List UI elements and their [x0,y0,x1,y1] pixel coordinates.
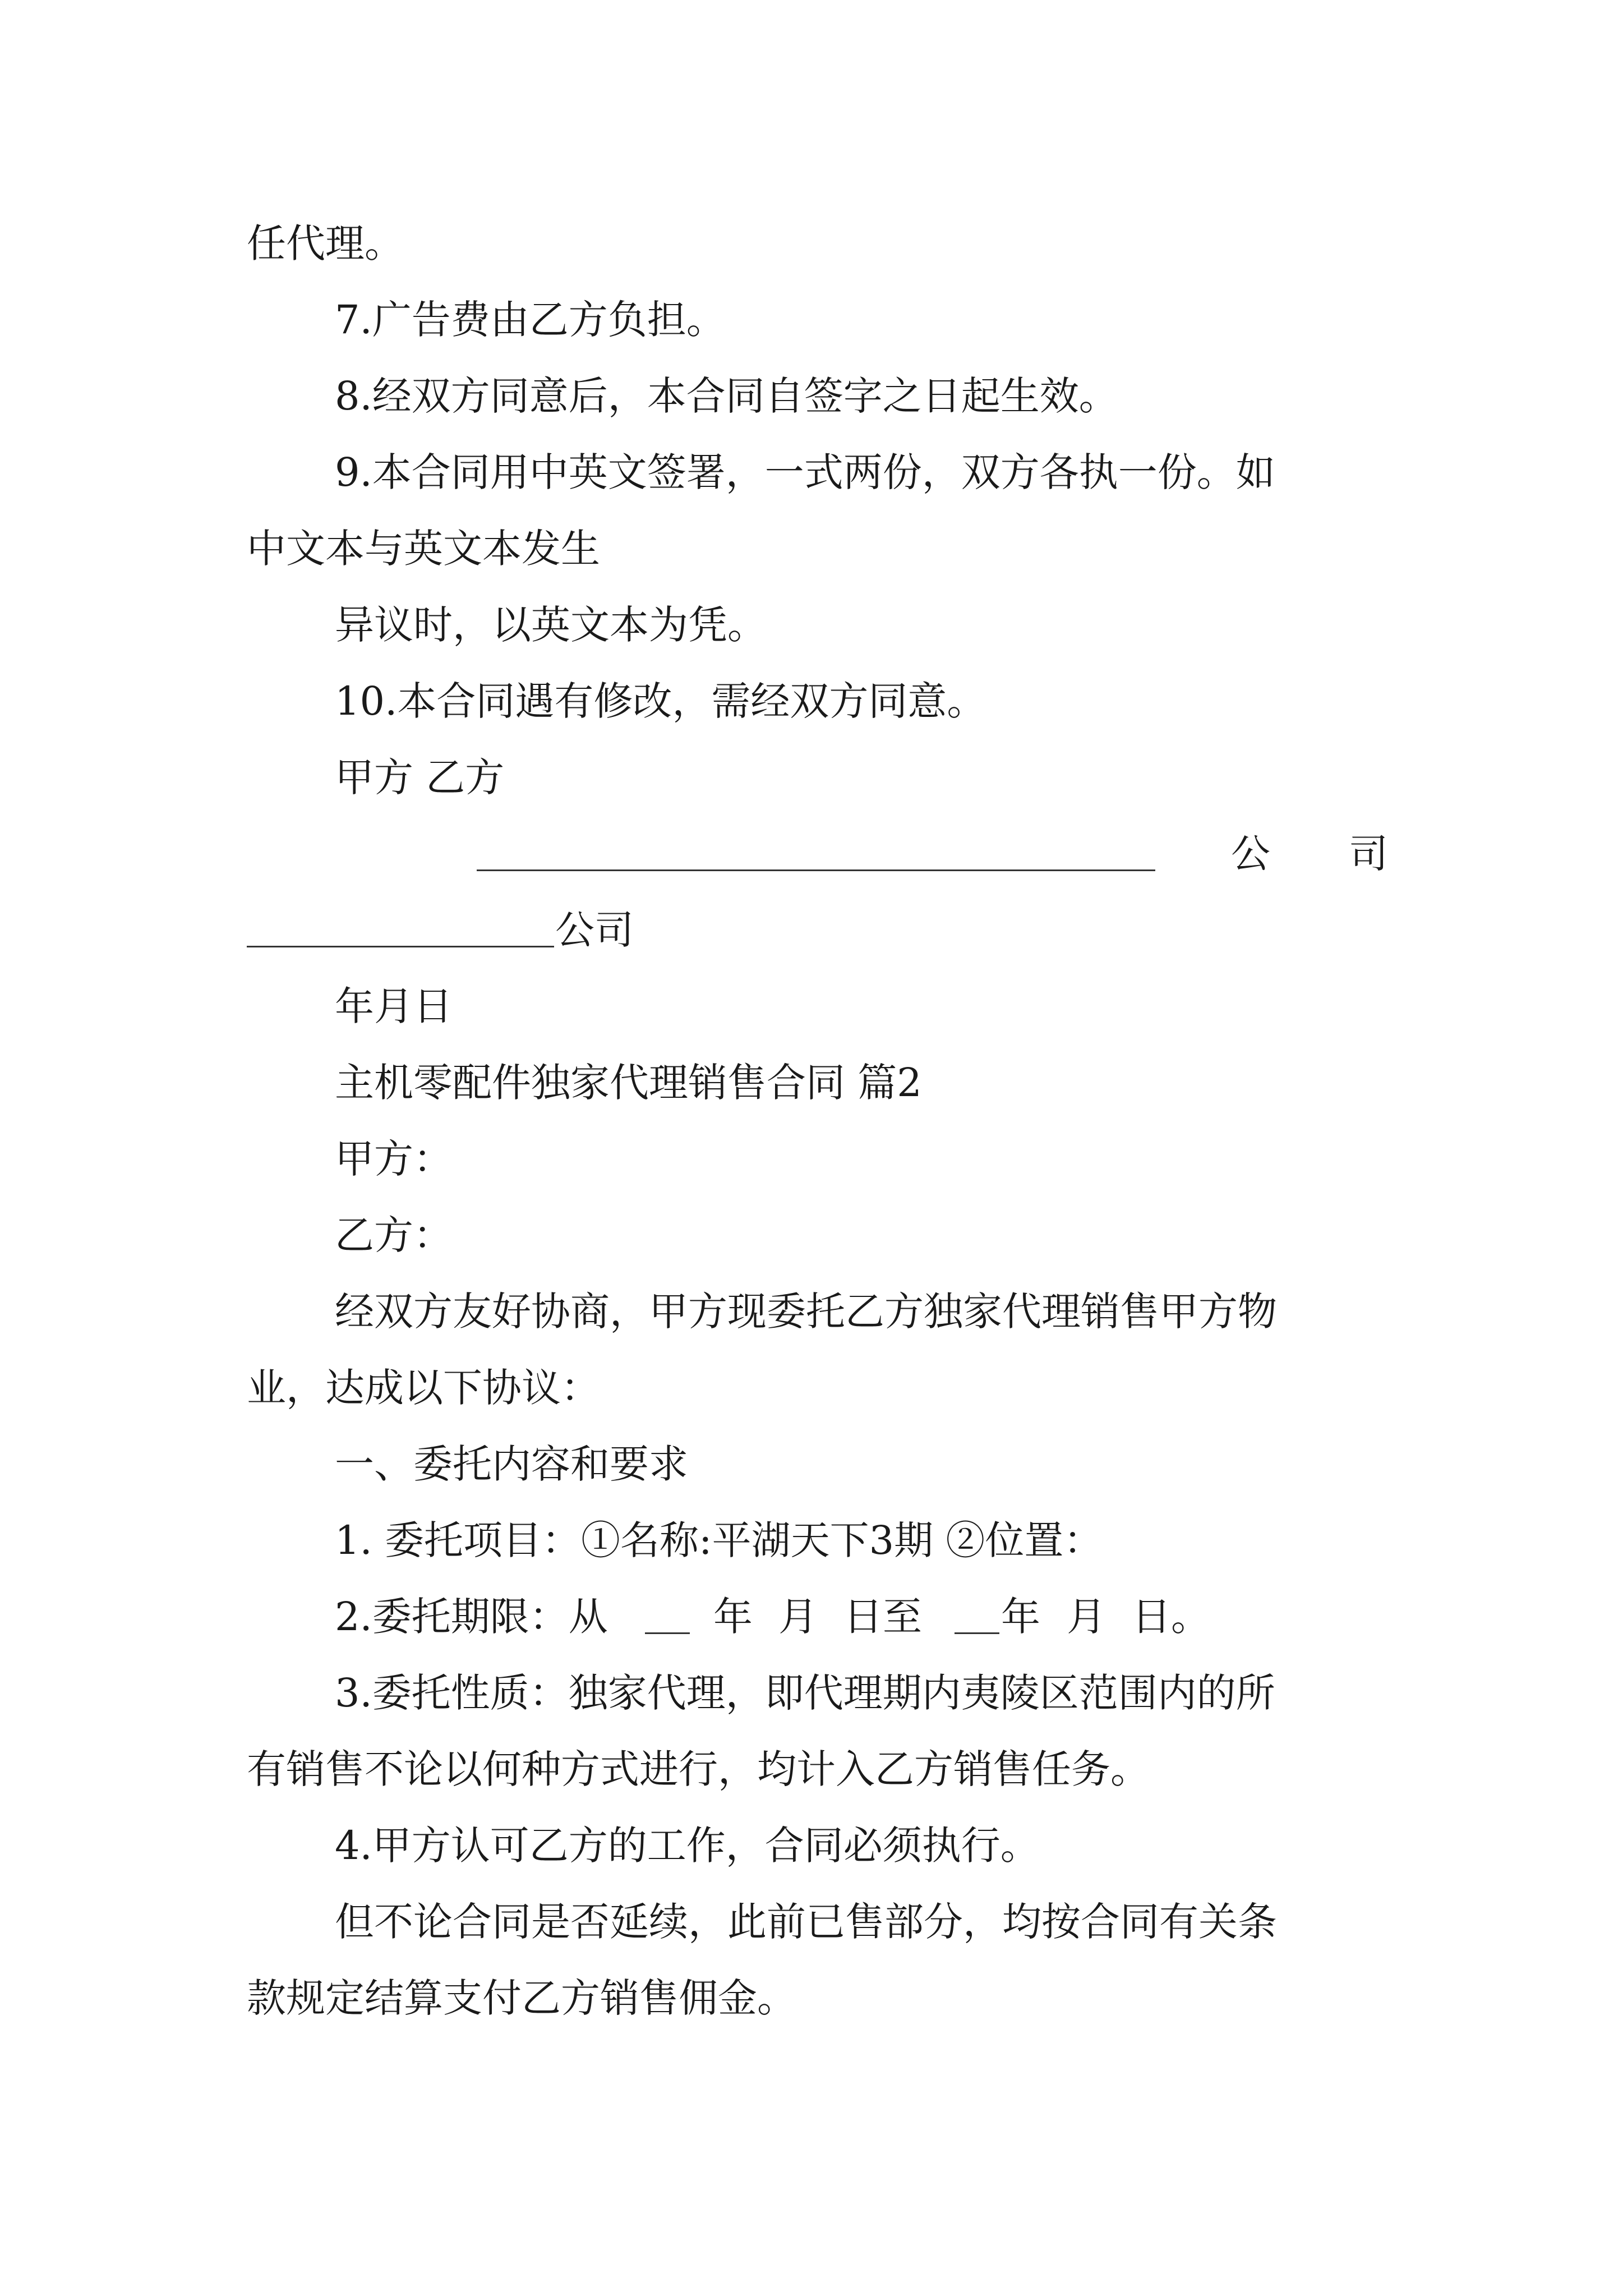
text-line: 10.本合同遇有修改，需经双方同意。 [335,678,986,724]
text-line: 中文本与英文本发生 [247,526,600,572]
text-line: 业，达成以下协议： [247,1365,600,1411]
section-title: 主机零配件独家代理销售合同 篇2 [335,1060,922,1106]
company-char: 公 [1231,831,1270,877]
text-line: 经双方友好协商，甲方现委托乙方独家代理销售甲方物 [335,1289,1277,1335]
month-label: 月 [778,1594,818,1640]
company-char: 司 [1349,831,1388,877]
party-b-label: 乙方： [335,1212,453,1258]
company-signature-line [247,892,1391,968]
text-line: 有销售不论以何种方式进行，均计入乙方销售任务。 [247,1746,1150,1792]
text-line: 1. 委托项目：①名称:平湖天下3期 ②位置： [335,1517,1103,1563]
party-a-label: 甲方： [335,1136,453,1182]
text-line: 但不论合同是否延续，此前已售部分，均按合同有关条 [335,1899,1277,1945]
company-signature-line [247,816,1391,892]
day-label: 日。 [1132,1594,1210,1640]
year-label: 年 [1001,1594,1040,1640]
signature-blank [477,829,1155,871]
text-line: 异议时，以英文本为凭。 [335,602,767,648]
date-line: 年月日 [335,983,453,1029]
entrust-period-line [247,1579,1391,1655]
text-line: 3.委托性质：独家代理，即代理期内夷陵区范围内的所 [335,1670,1275,1716]
entrust-period-label: 2.委托期限：从 [335,1594,608,1640]
text-line: 8.经双方同意后，本合同自签字之日起生效。 [335,373,1118,419]
clause-heading: 一、委托内容和要求 [335,1441,688,1487]
day-to-label: 日至 [843,1594,922,1640]
year-blank [955,1592,999,1634]
text-line: 甲方 乙方 [335,754,505,800]
text-line: 7.广告费由乙方负担。 [335,297,726,343]
signature-blank [247,905,554,947]
text-line: 4.甲方认可乙方的工作，合同必须执行。 [335,1823,1040,1869]
text-line: 款规定结算支付乙方销售佣金。 [247,1975,796,2021]
company-label: 公司 [555,907,634,953]
text-line: 任代理。 [247,220,404,266]
text-line: 9.本合同用中英文签署，一式两份，双方各执一份。如 [335,449,1275,495]
month-label: 月 [1067,1594,1106,1640]
year-label: 年 [713,1594,753,1640]
year-blank [645,1592,690,1634]
